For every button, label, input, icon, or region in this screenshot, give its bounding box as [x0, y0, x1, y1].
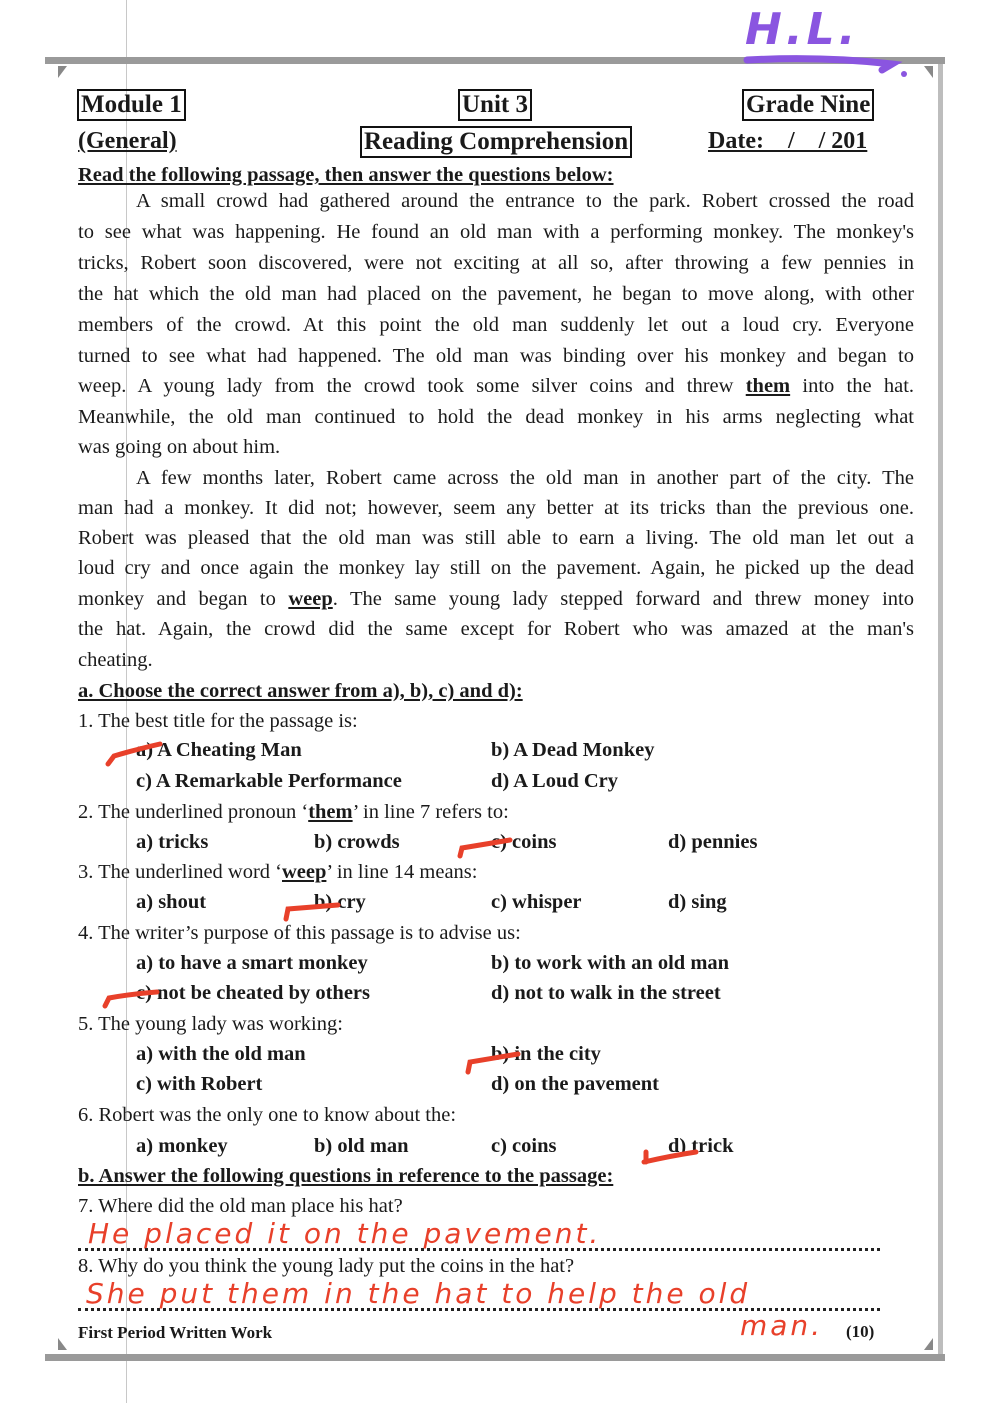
- option-4d[interactable]: d) not to walk in the street: [491, 982, 721, 1004]
- passage-line: Meanwhile, the old man continued to hold the dead monkey in his arms neglecting what: [78, 406, 914, 428]
- option-3c[interactable]: c) whisper: [491, 891, 582, 913]
- option-1b[interactable]: b) A Dead Monkey: [491, 739, 655, 761]
- option-5a[interactable]: a) with the old man: [136, 1043, 306, 1065]
- passage-line: turned to see what had happened. The old man was binding over his monkey and began to: [78, 345, 914, 367]
- option-2d[interactable]: d) pennies: [668, 831, 758, 853]
- option-2a[interactable]: a) tricks: [136, 831, 209, 853]
- option-1a[interactable]: a) A Cheating Man: [136, 739, 302, 761]
- underlined-pronoun-them: them: [745, 375, 791, 397]
- red-check-mark-icon: [464, 1044, 524, 1076]
- option-5b[interactable]: b) in the city: [491, 1043, 601, 1065]
- passage-text: weep. A young lady from the crowd took some silver coins and threw: [78, 375, 734, 397]
- red-check-mark-icon: [104, 738, 164, 770]
- passage-line: was going on about him.: [78, 436, 281, 458]
- option-6b[interactable]: b) old man: [314, 1135, 409, 1157]
- corner-triangle-icon: [924, 1338, 933, 1350]
- passage-line: [78, 585, 914, 613]
- passage-line: Robert was pleased that the old man was still able to earn a living. The old man let out a: [78, 527, 914, 549]
- underlined-word-weep: weep: [288, 588, 333, 610]
- grader-initials: H.L.: [745, 4, 860, 55]
- track-label: (General): [78, 128, 177, 154]
- question-8: 8. Why do you think the young lady put the coins in the hat?: [78, 1255, 575, 1277]
- passage-line: the hat. Again, the crowd did the same except for Robert who was amazed at the man's: [78, 618, 914, 640]
- grader-underline-mark: [742, 52, 912, 82]
- skill-label: Reading Comprehension: [360, 126, 632, 158]
- option-2b[interactable]: b) crowds: [314, 831, 400, 853]
- option-2c[interactable]: c) coins: [491, 831, 557, 853]
- option-5d[interactable]: d) on the pavement: [491, 1073, 659, 1095]
- option-3d[interactable]: d) sing: [668, 891, 727, 913]
- option-1d[interactable]: d) A Loud Cry: [491, 770, 619, 792]
- option-1c[interactable]: c) A Remarkable Performance: [136, 770, 402, 792]
- red-check-mark-icon: [456, 832, 516, 860]
- answer-8-field[interactable]: She put them in the hat to help the old: [86, 1277, 751, 1310]
- unit-label: Unit 3: [458, 89, 532, 121]
- question-7: 7. Where did the old man place his hat?: [78, 1195, 403, 1217]
- question-keyword: weep: [282, 861, 327, 883]
- passage-line: loud cry and once again the monkey lay still on the pavement. Again, he picked up the dead: [78, 557, 914, 579]
- answer-8-continuation: man.: [740, 1309, 824, 1342]
- question-text: ’ in line 14 means:: [326, 861, 478, 883]
- question-1: 1. The best title for the passage is:: [78, 710, 358, 732]
- total-score: (10): [846, 1322, 875, 1341]
- question-text: ’ in line 7 refers to:: [352, 801, 509, 823]
- question-3: [78, 858, 477, 886]
- frame-right-border: [938, 64, 943, 1354]
- section-a-title: a. Choose the correct answer from a), b), c) and d):: [78, 680, 523, 702]
- passage-line: cheating.: [78, 649, 153, 671]
- question-text: 3. The underlined word ‘: [78, 861, 282, 883]
- passage-line: members of the crowd. At this point the old man suddenly let out a loud cry. Everyone: [78, 314, 914, 336]
- corner-triangle-icon: [58, 1338, 67, 1350]
- section-b-title: b. Answer the following questions in reference to the passage:: [78, 1165, 614, 1187]
- passage-line: man had a monkey. It did not; however, seem any better at its tricks than the previous one.: [78, 497, 914, 519]
- frame-bottom-border: [45, 1354, 945, 1361]
- option-3a[interactable]: a) shout: [136, 891, 207, 913]
- date-field: Date: / / 201: [708, 128, 868, 154]
- instruction: Read the following passage, then answer the questions below:: [78, 164, 614, 186]
- footer-label: First Period Written Work: [78, 1323, 273, 1342]
- option-3b[interactable]: b) cry: [314, 891, 366, 913]
- passage-text: monkey and began to: [78, 588, 276, 610]
- answer-line: [78, 1248, 880, 1251]
- red-check-mark-icon: [282, 893, 342, 923]
- question-text: 2. The underlined pronoun ‘: [78, 801, 309, 823]
- passage-text: into the hat.: [802, 375, 915, 397]
- red-check-mark-icon: [101, 984, 161, 1010]
- passage-line: [78, 372, 914, 400]
- option-6d[interactable]: d) trick: [668, 1135, 734, 1157]
- option-4a[interactable]: a) to have a smart monkey: [136, 952, 368, 974]
- question-5: 5. The young lady was working:: [78, 1013, 343, 1035]
- corner-triangle-icon: [924, 66, 933, 78]
- passage-line: to see what was happening. He found an old man with a performing monkey. The monkey's: [78, 221, 914, 243]
- passage-line: A small crowd had gathered around the entrance to the park. Robert crossed the road: [136, 190, 914, 212]
- option-4c[interactable]: c) not be cheated by others: [136, 982, 371, 1004]
- option-5c[interactable]: c) with Robert: [136, 1073, 263, 1095]
- question-keyword: them: [308, 801, 353, 823]
- option-4b[interactable]: b) to work with an old man: [491, 952, 730, 974]
- passage-line: the hat which the old man had placed on the pavement, he began to move along, with other: [78, 283, 914, 305]
- passage-text: . The same young lady stepped forward and threw money into: [332, 588, 914, 610]
- red-check-mark-icon: [640, 1134, 700, 1166]
- question-2: [78, 798, 509, 826]
- answer-7-field[interactable]: He placed it on the pavement.: [88, 1217, 602, 1250]
- corner-triangle-icon: [58, 66, 67, 78]
- question-6: 6. Robert was the only one to know about the:: [78, 1104, 457, 1126]
- option-6c[interactable]: c) coins: [491, 1135, 557, 1157]
- option-6a[interactable]: a) monkey: [136, 1135, 228, 1157]
- module-label: Module 1: [77, 89, 186, 121]
- passage-line: tricks, Robert soon discovered, were not exciting at all so, after throwing a few pennies in: [78, 252, 914, 274]
- question-4: 4. The writer’s purpose of this passage is to advise us:: [78, 922, 521, 944]
- grade-label: Grade Nine: [742, 89, 874, 121]
- passage-line: A few months later, Robert came across the old man in another part of the city. The: [136, 467, 914, 489]
